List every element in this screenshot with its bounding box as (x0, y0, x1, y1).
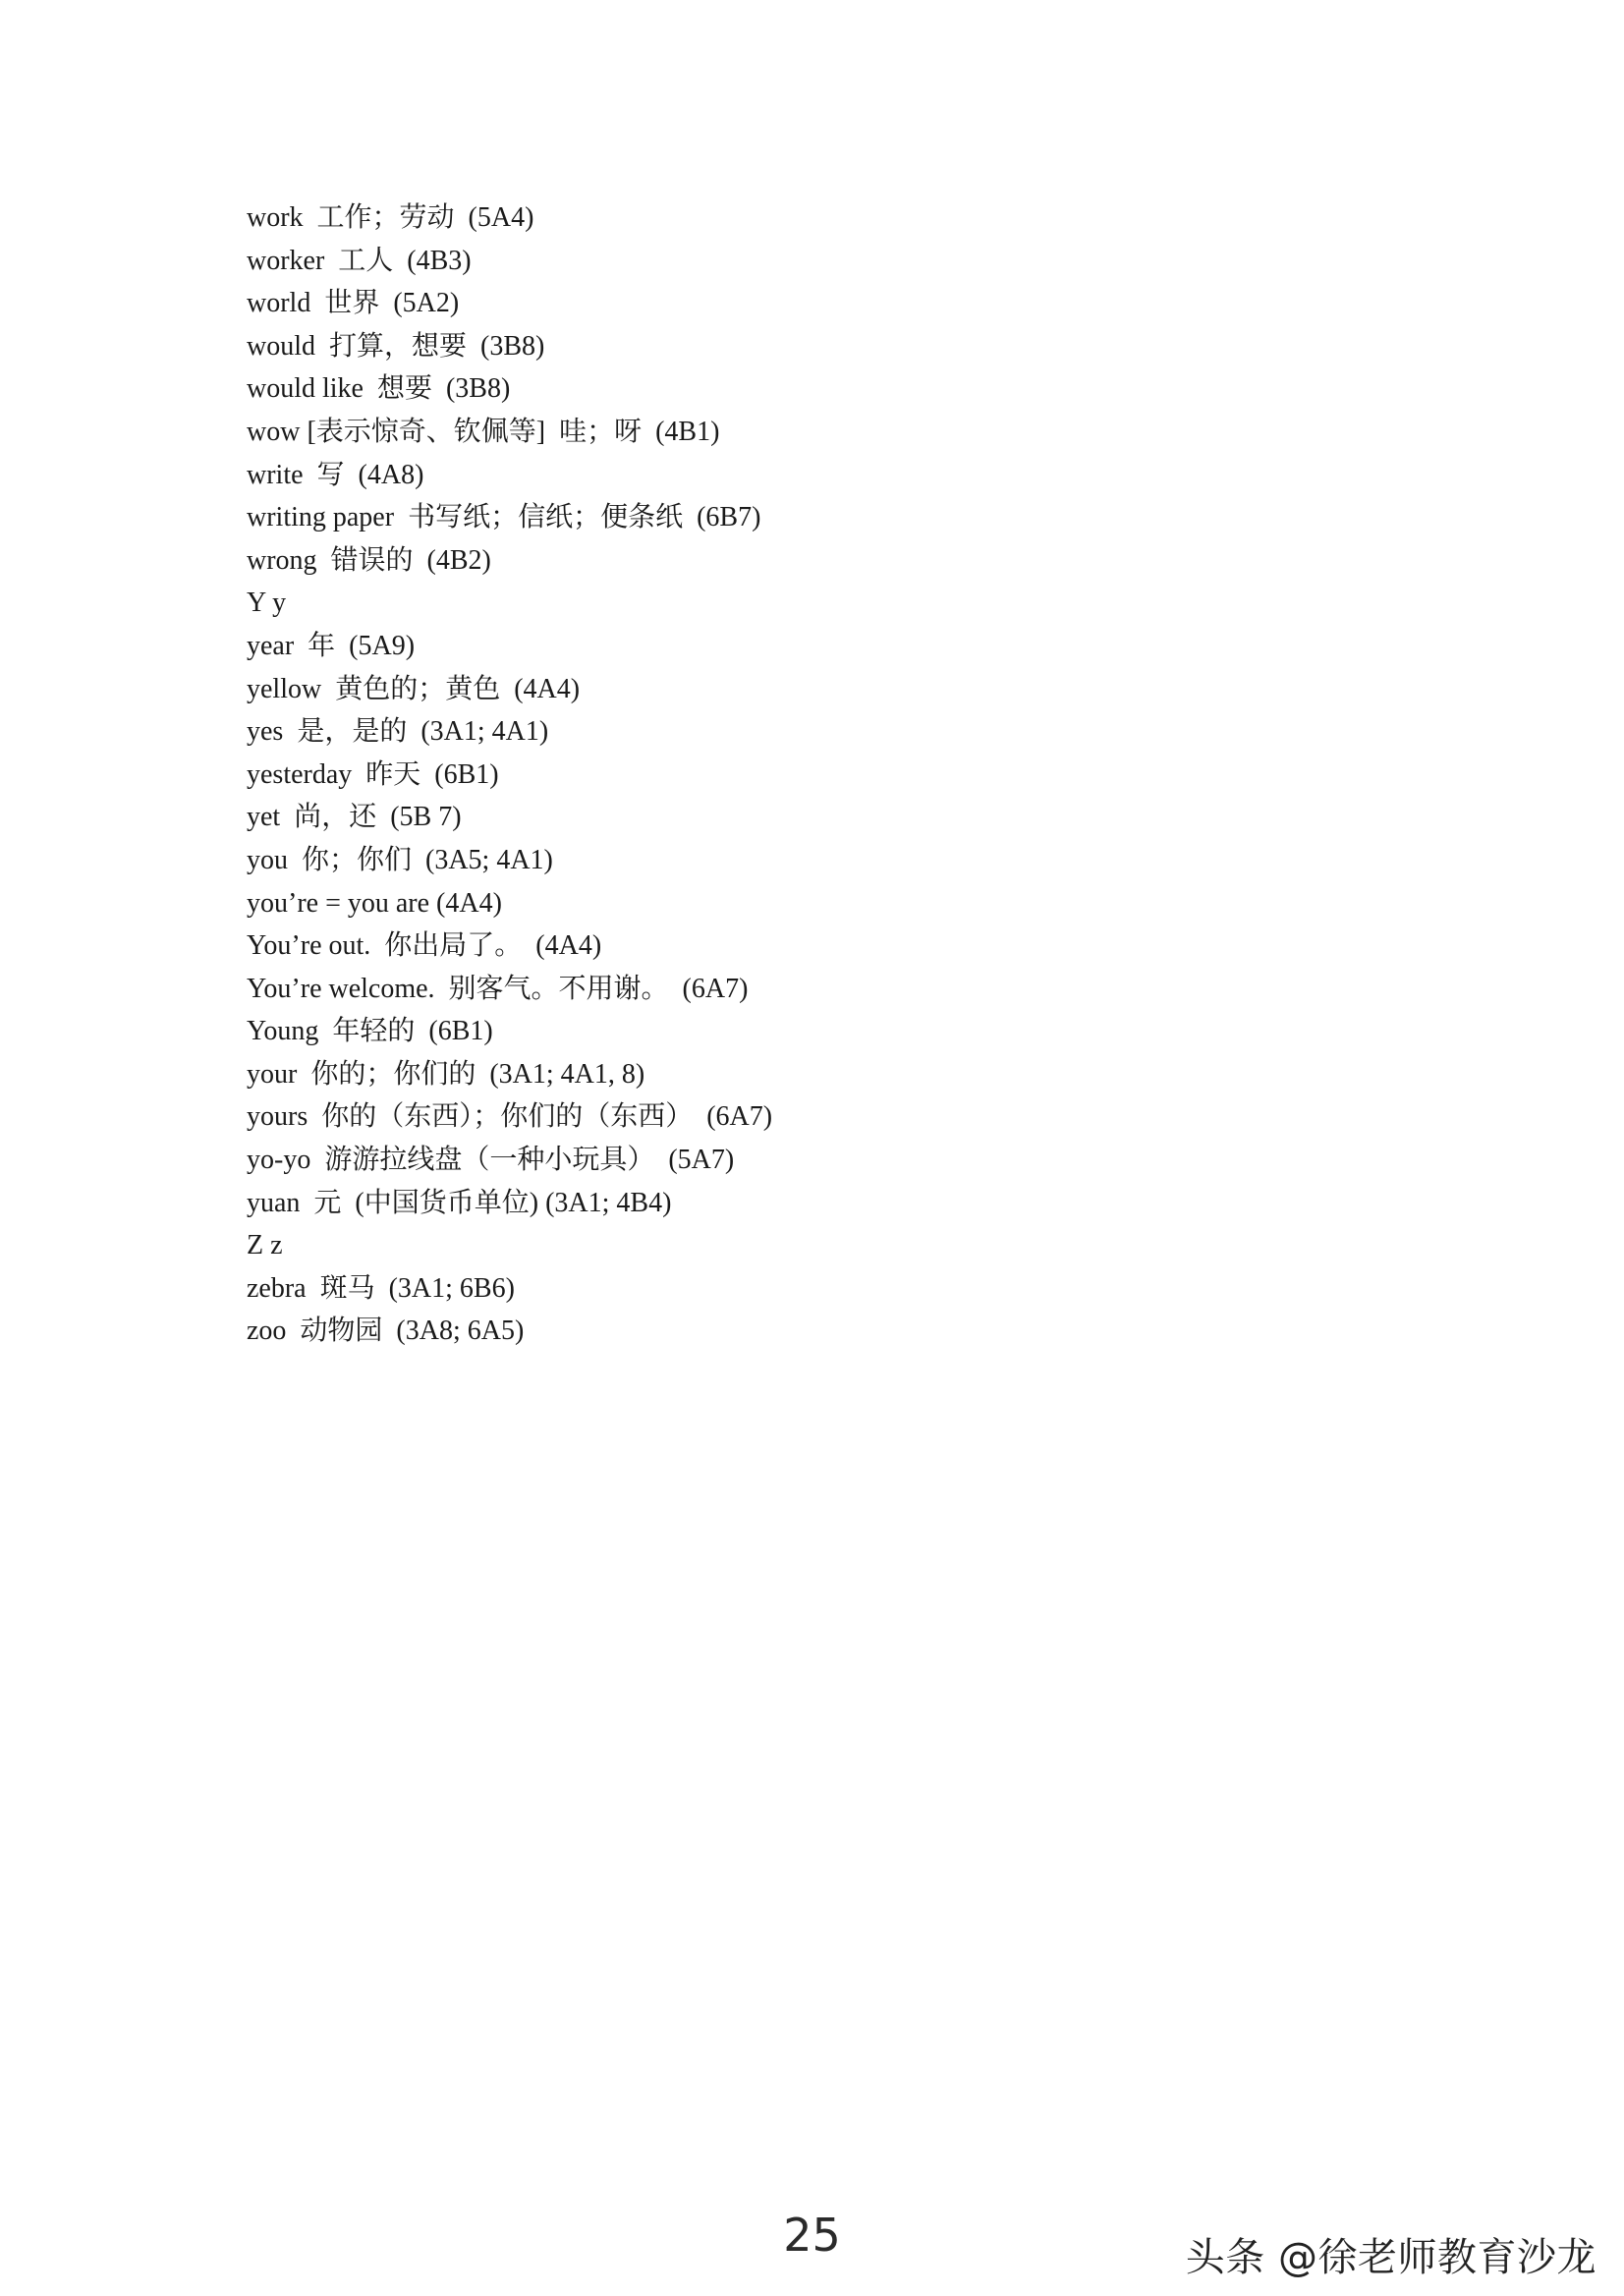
vocab-entry: zoo 动物园 (3A8; 6A5) (247, 1316, 525, 1347)
vocab-entry: You’re welcome. 别客气。不用谢。 (6A7) (247, 973, 749, 1004)
vocab-entry: work 工作；劳动 (5A4) (247, 202, 534, 233)
vocab-entry: yet 尚，还 (5B 7) (247, 802, 462, 833)
vocab-entry: wrong 错误的 (4B2) (247, 544, 491, 576)
vocab-entry: would like 想要 (3B8) (247, 373, 511, 405)
vocab-entry: Young 年轻的 (6B1) (247, 1016, 493, 1047)
vocab-entry: write 写 (4A8) (247, 459, 424, 490)
vocab-entry: zebra 斑马 (3A1; 6B6) (247, 1272, 515, 1304)
vocab-entry: yes 是，是的 (3A1; 4A1) (247, 716, 549, 748)
vocab-entry: writing paper 书写纸；信纸；便条纸 (6B7) (247, 502, 761, 533)
section-letter-heading: Y y (247, 588, 287, 619)
vocab-entry: your 你的；你们的 (3A1; 4A1, 8) (247, 1058, 645, 1090)
vocab-entry: yuan 元 (中国货币单位) (3A1; 4B4) (247, 1187, 672, 1218)
section-letter-heading: Z z (247, 1230, 283, 1261)
vocab-entry: worker 工人 (4B3) (247, 245, 472, 276)
vocab-entry: would 打算，想要 (3B8) (247, 330, 545, 362)
vocab-entry: you’re = you are (4A4) (247, 887, 502, 919)
vocab-entry: yours 你的（东西）；你们的（东西） (6A7) (247, 1101, 773, 1133)
vocab-entry: you 你；你们 (3A5; 4A1) (247, 844, 553, 875)
vocabulary-list (247, 196, 772, 1353)
vocab-entry: yo-yo 游游拉线盘（一种小玩具） (5A7) (247, 1145, 735, 1176)
vocab-entry: world 世界 (5A2) (247, 288, 460, 319)
vocab-entry: yesterday 昨天 (6B1) (247, 758, 499, 790)
vocab-entry: year 年 (5A9) (247, 630, 416, 661)
page-number: 25 (783, 2209, 841, 2262)
vocab-entry: yellow 黄色的；黄色 (4A4) (247, 673, 581, 704)
vocab-entry: wow [表示惊奇、钦佩等] 哇；呀 (4B1) (247, 416, 720, 447)
vocab-entry: You’re out. 你出局了。 (4A4) (247, 930, 602, 962)
source-watermark: 头条 @徐老师教育沙龙 (1185, 2235, 1596, 2280)
